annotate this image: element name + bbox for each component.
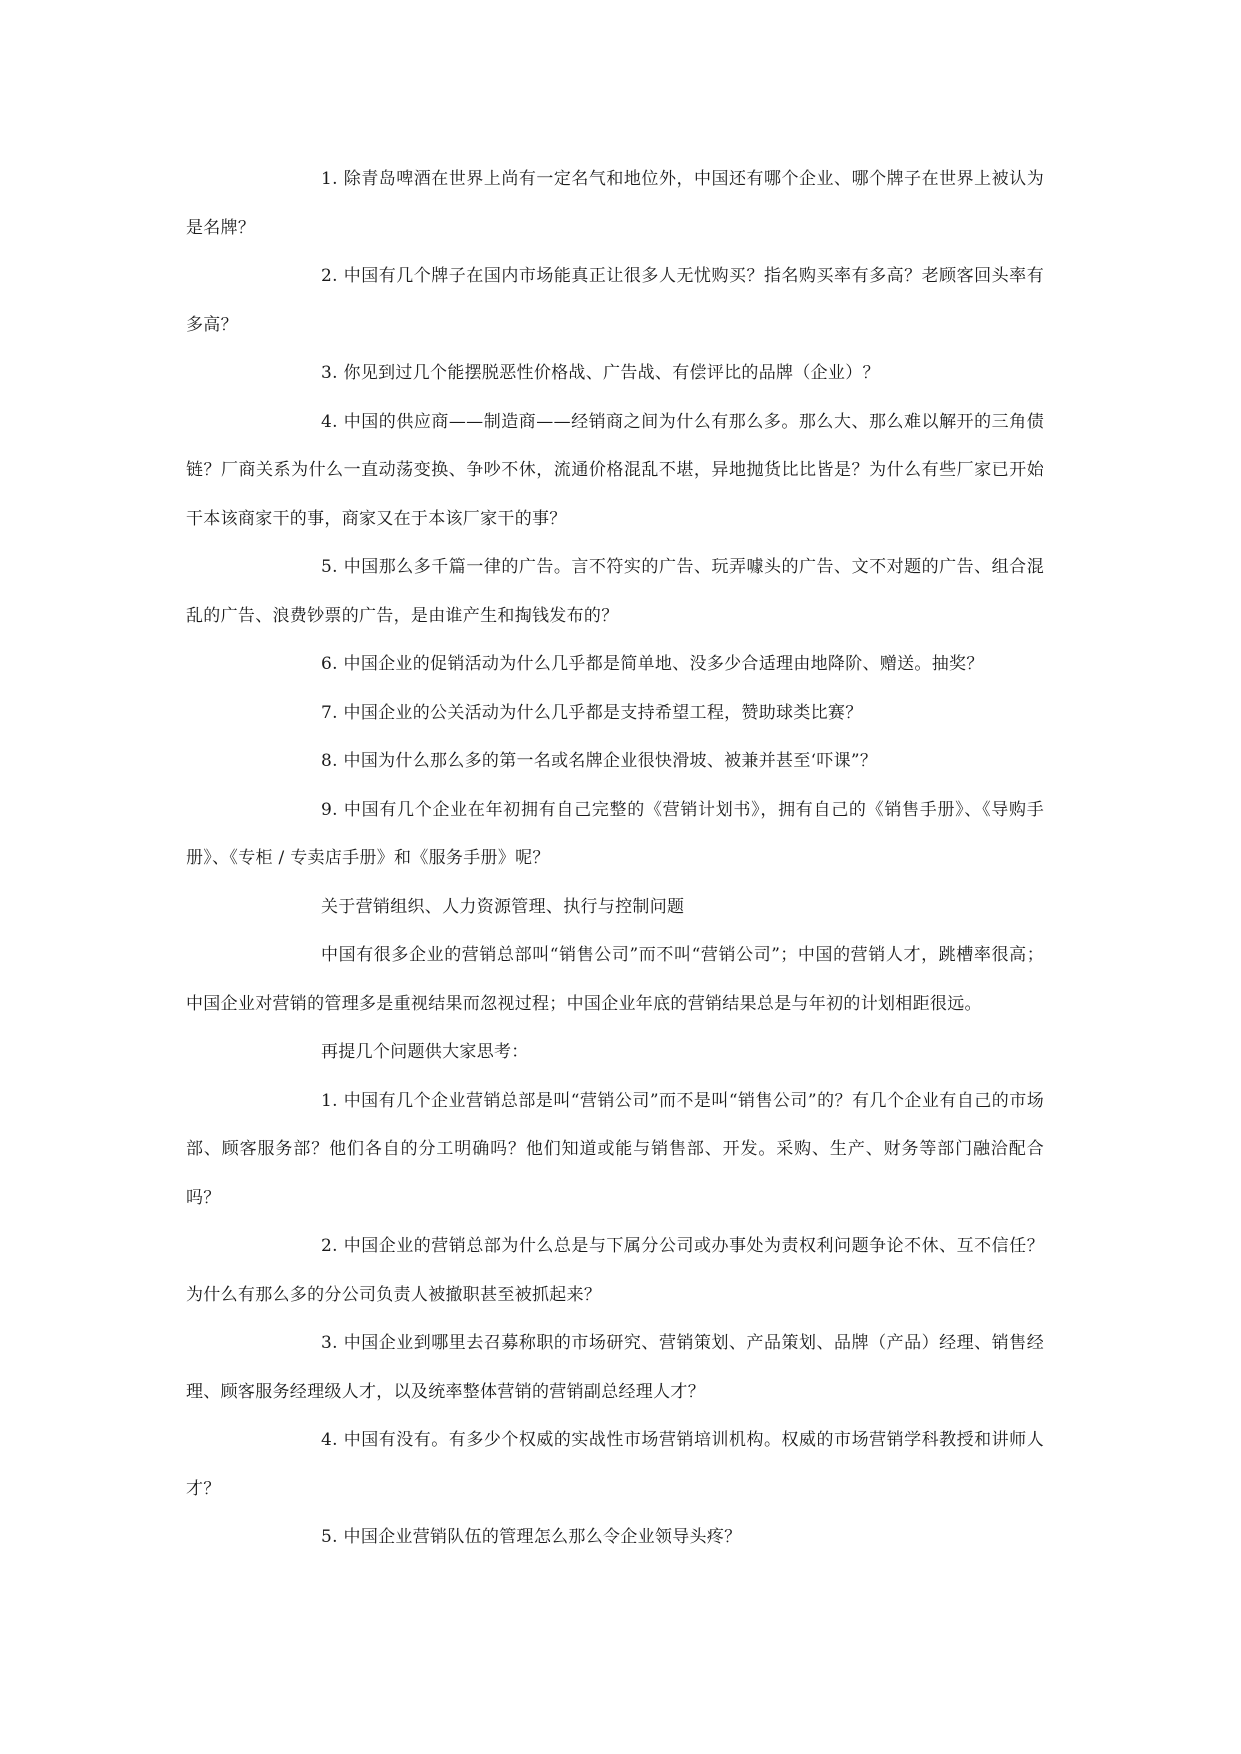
question-paragraph: 8. 中国为什么那么多的第一名或名牌企业很快滑坡、被兼并甚至‘吓课”？ [321,751,878,771]
section-heading: 关于营销组织、人力资源管理、执行与控制问题 [321,896,685,917]
question-paragraph: 1. 除青岛啤酒在世界上尚有一定名气和地位外，中国还有哪个企业、哪个牌子在世界上被认为是名牌？ [186,169,1044,238]
question-paragraph: 1. 中国有几个企业营销总部是叫“营销公司”而不是叫“销售公司”的？有几个企业有自己的市场部、顾客服务部？他们各自的分工明确吗？他们知道或能与销售部、开发。采购、生产、财务等部门融洽配合吗？ [186,1090,1044,1208]
question-paragraph: 4. 中国有没有。有多少个权威的实战性市场营销培训机构。权威的市场营销学科教授和讲师人才？ [186,1430,1044,1499]
question-paragraph: 3. 中国企业到哪里去召募称职的市场研究、营销策划、产品策划、品牌（产品）经理、销售经理、顾客服务经理级人才，以及统率整体营销的营销副总经理人才？ [186,1333,1044,1402]
question-paragraph: 6. 中国企业的促销活动为什么几乎都是简单地、没多少合适理由地降阶、赠送。抽奖？ [321,654,984,674]
section-paragraph: 再提几个问题供大家思考： [321,1042,529,1062]
question-paragraph: 4. 中国的供应商——制造商——经销商之间为什么有那么多。那么大、那么难以解开的三角债链？厂商关系为什么一直动荡变换、争吵不休，流通价格混乱不堪，异地抛货比比皆是？为什么有些厂家已开始干本该商家干的事，商家又在于本该厂家干的事？ [186,411,1044,529]
question-paragraph: 2. 中国企业的营销总部为什么总是与下属分公司或办事处为责权利问题争论不休、互不信任？为什么有那么多的分公司负责人被撤职甚至被抓起来？ [186,1236,1044,1305]
question-paragraph: 5. 中国那么多千篇一律的广告。言不符实的广告、玩弄噱头的广告、文不对题的广告、组合混乱的广告、浪费钞票的广告，是由谁产生和掏钱发布的？ [186,557,1044,626]
document-body [186,155,1044,1562]
question-paragraph: 5. 中国企业营销队伍的管理怎么那么令企业领导头疼？ [321,1527,742,1547]
section-paragraph: 中国有很多企业的营销总部叫“销售公司”而不叫“营销公司”；中国的营销人才，跳槽率很高；中国企业对营销的管理多是重视结果而忽视过程；中国企业年底的营销结果总是与年初的计划相距很远。 [186,945,1044,1014]
question-paragraph: 9. 中国有几个企业在年初拥有自己完整的《营销计划书》，拥有自己的《销售手册》、《导购手册》、《专柜 / 专卖店手册》和《服务手册》呢？ [186,799,1044,868]
question-paragraph: 7. 中国企业的公关活动为什么几乎都是支持希望工程，赞助球类比赛？ [321,702,863,723]
question-paragraph: 3. 你见到过几个能摆脱恶性价格战、广告战、有偿评比的品牌（企业）？ [321,363,880,383]
question-paragraph: 2. 中国有几个牌子在国内市场能真正让很多人无忧购买？指名购买率有多高？老顾客回头率有多高？ [186,266,1044,335]
